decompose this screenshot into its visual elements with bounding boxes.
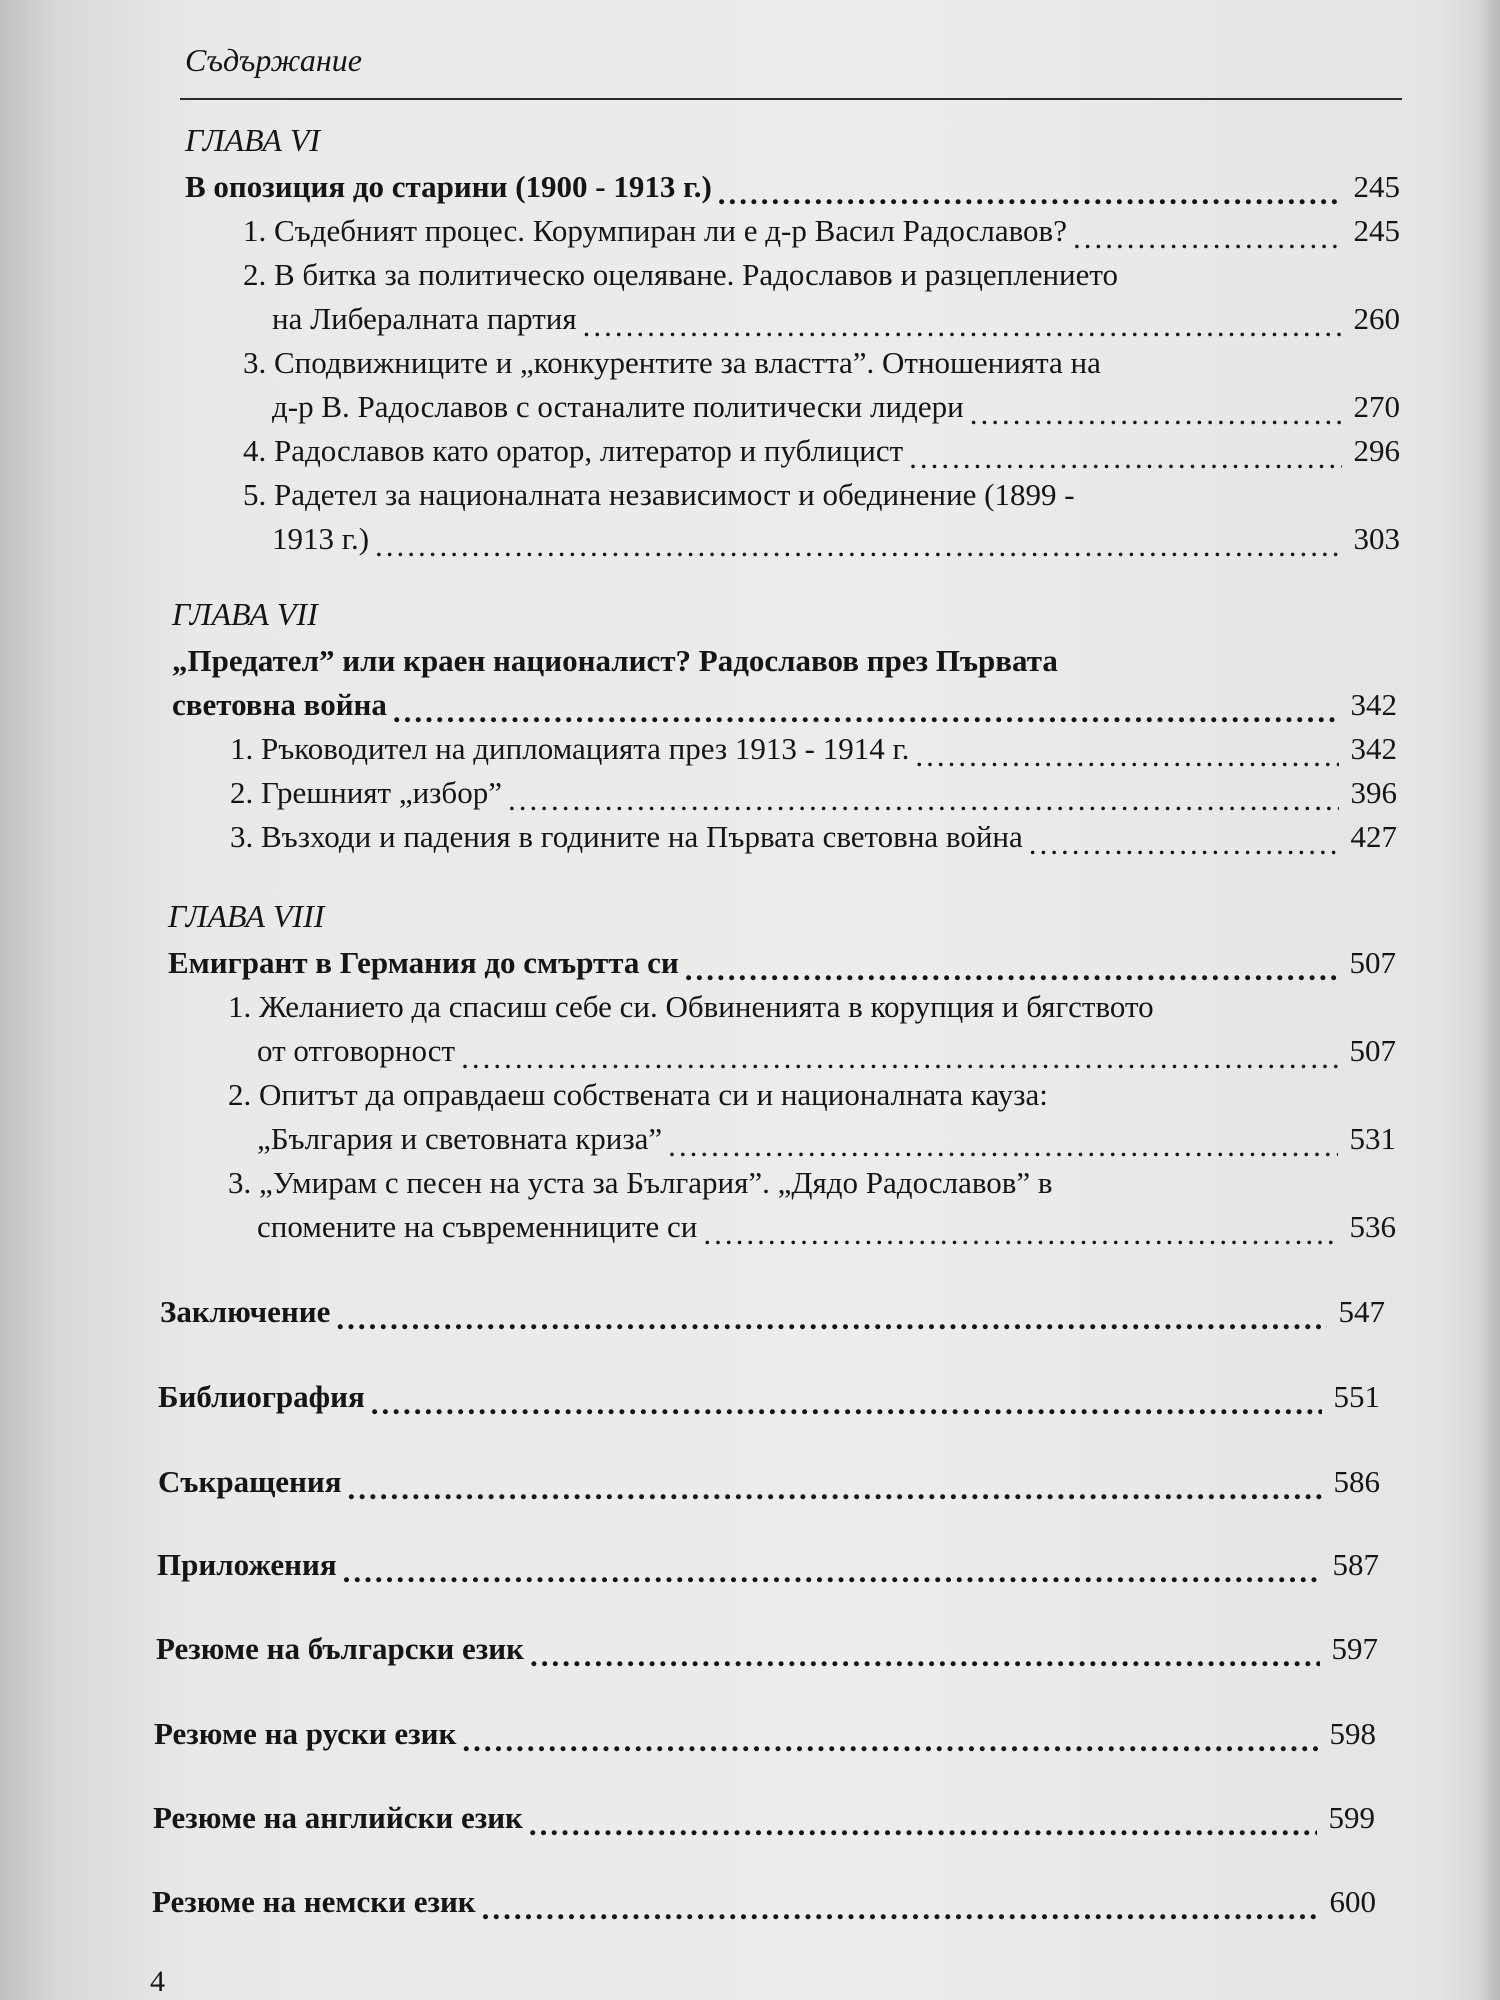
toc-item — [228, 1161, 1396, 1249]
page-ref: 396 — [1350, 775, 1397, 810]
item-text: 2. Опитът да оправдаеш собствената си и националната кауза: — [228, 1077, 1048, 1112]
page-ref: 427 — [1350, 819, 1397, 854]
page-ref: 536 — [1349, 1209, 1396, 1244]
leader-dots — [375, 531, 1342, 561]
section-summary-en — [153, 1796, 1375, 1840]
leader-dots — [348, 1474, 1323, 1504]
item-text-cont: от отговорност — [257, 1033, 456, 1068]
chapter-title: В опозиция до старини (1900 - 1913 г.) — [185, 169, 712, 204]
item-text: 2. Грешният „избор” — [230, 775, 502, 810]
running-head: Съдържание — [185, 42, 362, 78]
toc-item — [243, 253, 1400, 341]
leader-dots — [343, 1557, 1321, 1587]
page-ref: 600 — [1329, 1884, 1376, 1919]
page-ref: 587 — [1332, 1547, 1379, 1582]
section-summary-de — [152, 1880, 1376, 1924]
section-title: Резюме на английски език — [153, 1800, 523, 1835]
page-ref: 586 — [1333, 1464, 1380, 1499]
item-text: 1. Желанието да спасиш себе си. Обвиненията в корупция и бягството — [228, 989, 1154, 1024]
leader-dots — [718, 179, 1342, 209]
toc-item — [230, 727, 1397, 771]
page-ref: 342 — [1350, 687, 1397, 722]
leader-dots — [529, 1810, 1317, 1840]
toc-item — [230, 771, 1397, 815]
chapter-title-cont: световна война — [172, 687, 387, 722]
page-ref: 598 — [1329, 1716, 1376, 1751]
toc-item — [228, 1073, 1396, 1161]
item-text: 2. В битка за политическо оцеляване. Радославов и разцеплението — [243, 257, 1119, 292]
section-title: Съкращения — [158, 1464, 342, 1499]
leader-dots — [508, 785, 1339, 815]
page-number: 4 — [150, 1965, 165, 1998]
page-ref: 296 — [1353, 433, 1400, 468]
chapter-title-row — [185, 165, 1400, 209]
chapter-title: Емигрант в Германия до смъртта си — [168, 945, 679, 980]
item-text: 3. Възходи и падения в годините на Първата световна война — [230, 819, 1023, 854]
toc-item — [243, 473, 1400, 561]
leader-dots — [461, 1043, 1338, 1073]
chapter-7 — [172, 596, 1397, 859]
section-conclusion — [160, 1290, 1385, 1334]
toc-item — [243, 209, 1400, 253]
leader-dots — [970, 399, 1342, 429]
leader-dots — [909, 443, 1342, 473]
page-ref: 597 — [1331, 1631, 1378, 1666]
item-text: 4. Радославов като оратор, литератор и публицист — [243, 433, 904, 468]
page-ref: 260 — [1353, 301, 1400, 336]
leader-dots — [703, 1219, 1338, 1249]
item-text: 3. Сподвижниците и „конкурентите за властта”. Отношенията на — [243, 345, 1101, 380]
page-ref: 303 — [1353, 521, 1400, 556]
leader-dots — [668, 1131, 1338, 1161]
item-text-cont: 1913 г.) — [272, 521, 370, 556]
page-ref: 270 — [1353, 389, 1400, 424]
chapter-title-row — [172, 683, 1397, 727]
leader-dots — [336, 1304, 1327, 1334]
leader-dots — [393, 697, 1339, 727]
section-bibliography — [158, 1375, 1380, 1419]
toc-item — [243, 429, 1400, 473]
chapter-label: ГЛАВА VII — [172, 596, 318, 632]
section-abbreviations — [158, 1460, 1380, 1504]
chapter-title: „Предател” или краен националист? Радославов през Първата — [172, 643, 1058, 678]
leader-dots — [371, 1389, 1322, 1419]
section-summary-ru — [154, 1712, 1376, 1756]
page-ref: 599 — [1328, 1800, 1375, 1835]
page-ref: 245 — [1353, 169, 1400, 204]
leader-dots — [1029, 829, 1339, 859]
item-text-cont: на Либералната партия — [272, 301, 577, 336]
item-text-cont: „България и световната криза” — [257, 1121, 663, 1156]
section-title: Резюме на немски език — [152, 1884, 476, 1919]
section-summary-bg — [156, 1627, 1378, 1671]
item-text-cont: спомените на съвременниците си — [257, 1209, 698, 1244]
section-title: Приложения — [157, 1547, 337, 1582]
chapter-title-row — [168, 941, 1396, 985]
item-text: 5. Радетел за националната независимост и обединение (1899 - — [243, 477, 1075, 512]
section-title: Библиография — [158, 1379, 365, 1414]
section-title: Резюме на руски език — [154, 1716, 457, 1751]
toc-item — [228, 985, 1396, 1073]
section-title: Резюме на български език — [156, 1631, 524, 1666]
binding-edge — [1478, 0, 1500, 2000]
toc-item — [243, 341, 1400, 429]
section-title: Заключение — [160, 1294, 331, 1329]
chapter-6 — [185, 122, 1400, 561]
toc-item — [230, 815, 1397, 859]
leader-dots — [530, 1641, 1320, 1671]
page-ref: 507 — [1349, 1033, 1396, 1068]
page-ref: 342 — [1350, 731, 1397, 766]
leader-dots — [1073, 223, 1342, 253]
page-ref: 531 — [1349, 1121, 1396, 1156]
item-text: 3. „Умирам с песен на уста за България”. „Дядо Радославов” в — [228, 1165, 1053, 1200]
header-rule — [180, 98, 1402, 100]
leader-dots — [462, 1726, 1318, 1756]
item-text: 1. Ръководител на дипломацията през 1913 - 1914 г. — [230, 731, 910, 766]
section-appendices — [157, 1543, 1379, 1587]
item-text-cont: д-р В. Радославов с останалите политически лидери — [272, 389, 964, 424]
item-text: 1. Съдебният процес. Корумпиран ли е д-р Васил Радославов? — [243, 213, 1067, 248]
page-ref: 551 — [1333, 1379, 1380, 1414]
page-ref: 507 — [1349, 945, 1396, 980]
leader-dots — [685, 955, 1338, 985]
page-ref: 245 — [1353, 213, 1400, 248]
page-ref: 547 — [1338, 1294, 1385, 1329]
chapter-8 — [168, 898, 1396, 1249]
leader-dots — [915, 741, 1339, 771]
leader-dots — [583, 311, 1342, 341]
leader-dots — [482, 1894, 1318, 1924]
chapter-label: ГЛАВА VIII — [168, 898, 325, 934]
chapter-label: ГЛАВА VI — [185, 122, 321, 158]
